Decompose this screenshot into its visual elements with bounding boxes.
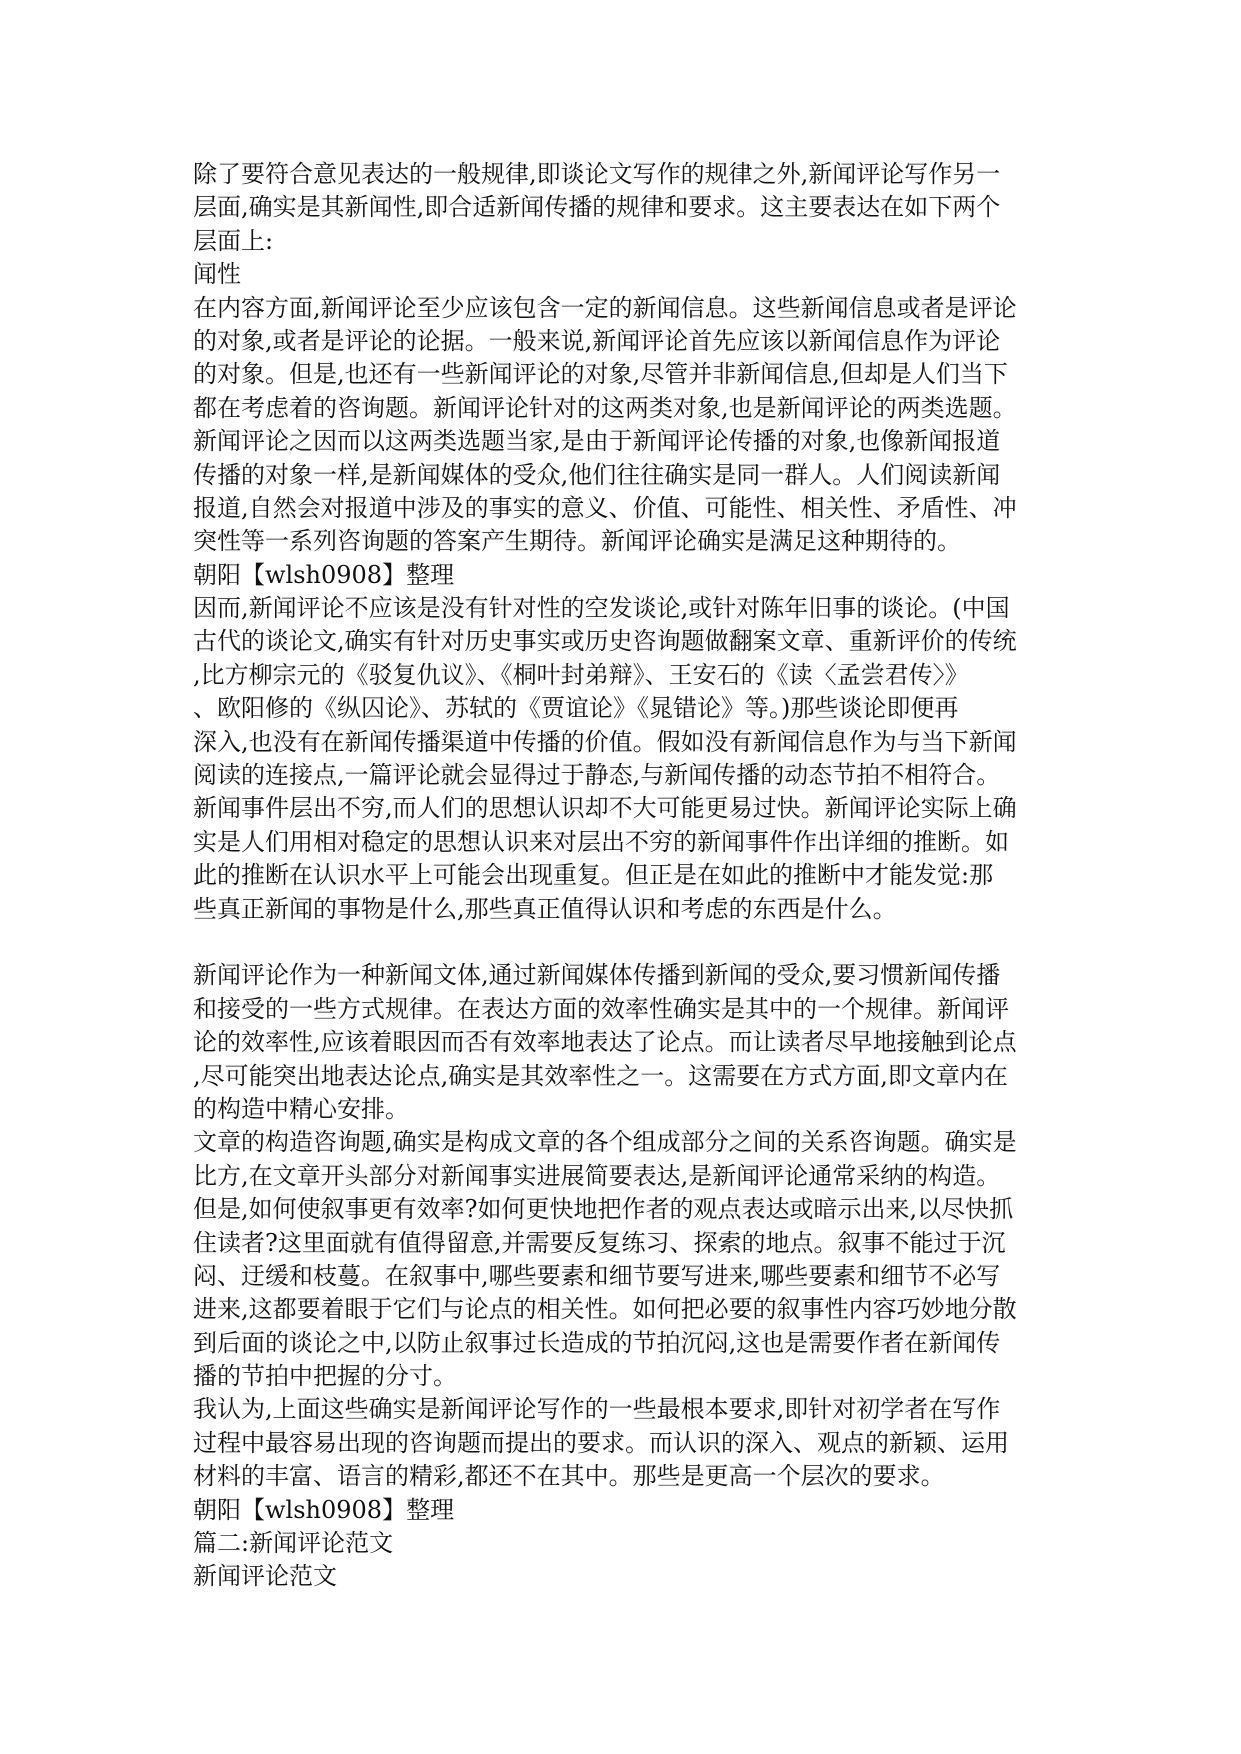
text-line: 新闻评论作为一种新闻文体,通过新闻媒体传播到新闻的受众,要习惯新闻传播 bbox=[193, 961, 1001, 990]
text-line: 深入,也没有在新闻传播渠道中传播的价值。假如没有新闻信息作为与当下新闻 bbox=[193, 727, 1017, 756]
attribution-line: 朝阳【wlsh0908】整理 bbox=[193, 560, 455, 589]
text-line: 和接受的一些方式规律。在表达方面的效率性确实是其中的一个规律。新闻评 bbox=[193, 994, 1009, 1023]
text-line: 的对象。但是,也还有一些新闻评论的对象,尽管并非新闻信息,但却是人们当下 bbox=[193, 360, 1008, 389]
text-line: 的对象,或者是评论的论据。一般来说,新闻评论首先应该以新闻信息作为评论 bbox=[193, 326, 1001, 355]
section-heading: 篇二:新闻评论范文 bbox=[193, 1529, 394, 1558]
text-line: 古代的谈论文,确实有针对历史事实或历史咨询题做翻案文章、重新评价的传统 bbox=[193, 627, 1017, 656]
text-line: 我认为,上面这些确实是新闻评论写作的一些最根本要求,即针对初学者在写作 bbox=[193, 1395, 1001, 1424]
text-line: 此的推断在认识水平上可能会出现重复。但正是在如此的推断中才能发觉:那 bbox=[193, 861, 994, 890]
text-line: 新闻事件层出不穷,而人们的思想认识却不大可能更易过快。新闻评论实际上确 bbox=[193, 794, 1017, 823]
section-heading: 新闻评论范文 bbox=[193, 1562, 337, 1591]
text-line: 、欧阳修的《纵囚论》、苏轼的《贾谊论》《晁错论》等。)那些谈论即便再 bbox=[193, 694, 959, 723]
text-line: 的构造中精心安排。 bbox=[193, 1094, 409, 1123]
text-line: 些真正新闻的事物是什么,那些真正值得认识和考虑的东西是什么。 bbox=[193, 894, 897, 923]
text-line: 新闻评论之因而以这两类选题当家,是由于新闻评论传播的对象,也像新闻报道 bbox=[193, 427, 1001, 456]
text-line: 在内容方面,新闻评论至少应该包含一定的新闻信息。这些新闻信息或者是评论 bbox=[193, 293, 1017, 322]
text-line: 进来,这都要着眼于它们与论点的相关性。如何把必要的叙事性内容巧妙地分散 bbox=[193, 1295, 1017, 1324]
text-line: 因而,新闻评论不应该是没有针对性的空发谈论,或针对陈年旧事的谈论。(中国 bbox=[193, 594, 1010, 623]
text-line: 过程中最容易出现的咨询题而提出的要求。而认识的深入、观点的新颖、运用 bbox=[193, 1428, 1009, 1457]
text-line: 实是人们用相对稳定的思想认识来对层出不穷的新闻事件作出详细的推断。如 bbox=[193, 827, 1009, 856]
text-line: 到后面的谈论之中,以防止叙事过长造成的节拍沉闷,这也是需要作者在新闻传 bbox=[193, 1328, 1001, 1357]
text-line: 突性等一系列咨询题的答案产生期待。新闻评论确实是满足这种期待的。 bbox=[193, 527, 961, 556]
text-line: 论的效率性,应该着眼因而否有效率地表达了论点。而让读者尽早地接触到论点 bbox=[193, 1028, 1017, 1057]
text-line: ,尽可能突出地表达论点,确实是其效率性之一。这需要在方式方面,即文章内在 bbox=[193, 1061, 1008, 1090]
text-line: 但是,如何使叙事更有效率?如何更快地把作者的观点表达或暗示出来,以尽快抓 bbox=[193, 1195, 1014, 1224]
attribution-line: 朝阳【wlsh0908】整理 bbox=[193, 1495, 455, 1524]
text-line: 层面,确实是其新闻性,即合适新闻传播的规律和要求。这主要表达在如下两个 bbox=[193, 193, 1001, 222]
blank-line bbox=[193, 926, 1073, 959]
text-line: 播的节拍中把握的分寸。 bbox=[193, 1362, 457, 1391]
text-line: 住读者?这里面就有值得留意,并需要反复练习、探索的地点。叙事不能过于沉 bbox=[193, 1228, 1006, 1257]
text-line: ,比方柳宗元的《驳复仇议》、《桐叶封弟辩》、王安石的《读〈孟尝君传〉》 bbox=[193, 660, 969, 689]
text-line: 都在考虑着的咨询题。新闻评论针对的这两类对象,也是新闻评论的两类选题。 bbox=[193, 393, 1017, 422]
text-line: 除了要符合意见表达的一般规律,即谈论文写作的规律之外,新闻评论写作另一 bbox=[193, 160, 1001, 188]
text-line: 层面上: bbox=[193, 226, 274, 255]
text-line: 材料的丰富、语言的精彩,都还不在其中。那些是更高一个层次的要求。 bbox=[193, 1462, 945, 1491]
text-line: 闷、迂缓和枝蔓。在叙事中,哪些要素和细节要写进来,哪些要素和细节不必写 bbox=[193, 1261, 1001, 1290]
text-line: 阅读的连接点,一篇评论就会显得过于静态,与新闻传播的动态节拍不相符合。 bbox=[193, 761, 1001, 790]
text-line: 文章的构造咨询题,确实是构成文章的各个组成部分之间的关系咨询题。确实是 bbox=[193, 1128, 1017, 1157]
document-body bbox=[193, 158, 1073, 1594]
text-line: 比方,在文章开头部分对新闻事实进展简要表达,是新闻评论通常采纳的构造。 bbox=[193, 1161, 1001, 1190]
section-heading: 闻性 bbox=[193, 260, 241, 289]
text-line: 报道,自然会对报道中涉及的事实的意义、价值、可能性、相关性、矛盾性、冲 bbox=[193, 493, 1017, 522]
text-line: 传播的对象一样,是新闻媒体的受众,他们往往确实是同一群人。人们阅读新闻 bbox=[193, 460, 1001, 489]
